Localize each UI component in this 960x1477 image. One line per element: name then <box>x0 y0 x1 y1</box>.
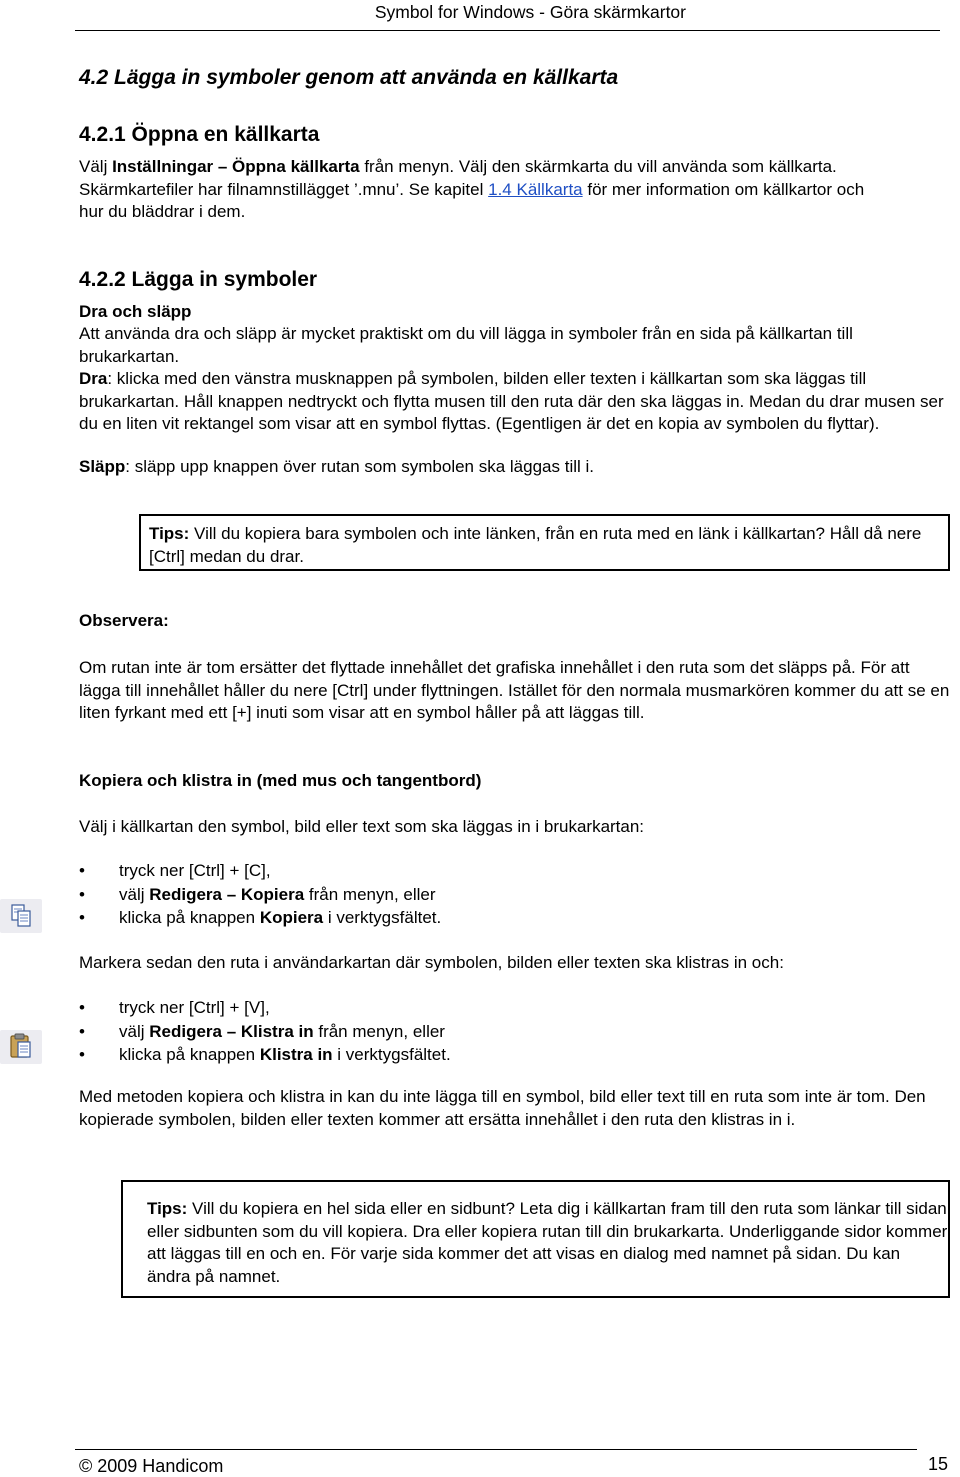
tips-label: Tips: <box>147 1199 188 1218</box>
footer-rule <box>75 1449 917 1450</box>
drag-label: Dra <box>79 369 108 388</box>
menu-path: Inställningar – Öppna källkarta <box>112 157 360 176</box>
observera-text: Om rutan inte är tom ersätter det flyttade innehållet det grafiska innehållet i den ruta som det släpps på. För att lägga till innehållet håller du nere [Ctrl] under flyttningen. Istället för den normala musmarkören kommer du att se en liten fyrkant med ett [+] inuti som visar att en symbol håller på att läggas till. <box>79 658 950 722</box>
paste-steps-list <box>79 996 939 1067</box>
tips-box-drag <box>139 514 950 571</box>
list-item: • tryck ner [Ctrl] + [C], <box>79 859 939 883</box>
copy-outro: Med metoden kopiera och klistra in kan du inte lägga till en symbol, bild eller text till en ruta som inte är tom. Den kopierade symbolen, bilden eller texten kommer att ersätta innehållet i den ruta den klistras in i. <box>79 1087 926 1129</box>
drop-paragraph <box>79 456 954 479</box>
open-text-pre: Välj <box>79 157 113 176</box>
copy-steps-list <box>79 859 939 930</box>
list-item: • tryck ner [Ctrl] + [V], <box>79 996 939 1020</box>
open-paragraph <box>79 156 879 224</box>
open-text-post: för mer information om källkartor och hur du bläddrar i dem. <box>79 179 865 221</box>
footer-copyright: © 2009 Handicom <box>79 1456 224 1476</box>
copy-intro: Välj i källkartan den symbol, bild eller text som ska läggas in i brukarkartan: <box>79 817 645 836</box>
drop-label: Släpp <box>79 457 126 476</box>
drag-drop-title: Dra och släpp <box>79 302 192 321</box>
list-item: • välj Redigera – Klistra in från menyn, eller <box>79 1020 939 1044</box>
subsection-heading-insert: 4.2.2 Lägga in symboler <box>79 268 318 291</box>
drop-text: : släpp upp knappen över rutan som symbolen ska läggas till i. <box>125 457 595 476</box>
drag-text: : klicka med den vänstra musknappen på symbolen, bilden eller texten i källkartan som ska läggas till brukarkartan. Håll knappen nedtryckt och flytta musen till den ruta där den ska läggas in. Medan du drar musen ser du en liten vit rektangel som visar att en symbol flyttas. (Egentligen är det en kopia av symbolen du flyttar). <box>79 369 944 433</box>
chapter-link[interactable]: 1.4 Källkarta <box>488 179 583 199</box>
list-item: • välj Redigera – Kopiera från menyn, eller <box>79 883 939 907</box>
page-number: 15 <box>928 1454 949 1474</box>
subsection-heading-open: 4.2.1 Öppna en källkarta <box>79 123 320 146</box>
list-item: • klicka på knappen Kopiera i verktygsfältet. <box>79 906 939 930</box>
paste-icon <box>0 1030 42 1064</box>
list-item: • klicka på knappen Klistra in i verktygsfältet. <box>79 1043 939 1067</box>
copy-paste-title: Kopiera och klistra in (med mus och tangentbord) <box>79 771 482 790</box>
drag-paragraph <box>79 368 954 436</box>
tips-label: Tips: <box>149 524 190 543</box>
header-rule <box>75 30 940 31</box>
section-heading: 4.2 Lägga in symboler genom att använda en källkarta <box>79 66 619 89</box>
running-header: Symbol for Windows - Göra skärmkartor <box>374 2 686 22</box>
paste-intro: Markera sedan den ruta i användarkartan där symbolen, bilden eller texten ska klistras in och: <box>79 953 784 972</box>
tips-text: Vill du kopiera en hel sida eller en sidbunt? Leta dig i källkartan fram till den ruta som länkar till sidan eller sidbunten som du vill kopiera. Dra eller kopiera rutan till din brukarkarta. Underliggande sidor kommer att läggas till en och en. För varje sida kommer det att visas en dialog med namnet på sidan. Du kan ändra på namnet. <box>147 1199 948 1286</box>
open-text-mid: från menyn. Välj den skärmkarta du vill använda som källkarta. Skärmkartefiler har filnamnstillägget ’.mnu’. Se kapitel <box>79 157 837 199</box>
observera-title: Observera: <box>79 611 169 630</box>
drag-drop-intro: Att använda dra och släpp är mycket praktiskt om du vill lägga in symboler från en sida på källkartan till brukarkartan. <box>79 324 853 366</box>
tips-text: Vill du kopiera bara symbolen och inte länken, från en ruta med en länk i källkartan? Håll då nere [Ctrl] medan du drar. <box>149 524 922 566</box>
tips-box-copy-page <box>121 1180 950 1298</box>
copy-icon <box>0 899 42 933</box>
